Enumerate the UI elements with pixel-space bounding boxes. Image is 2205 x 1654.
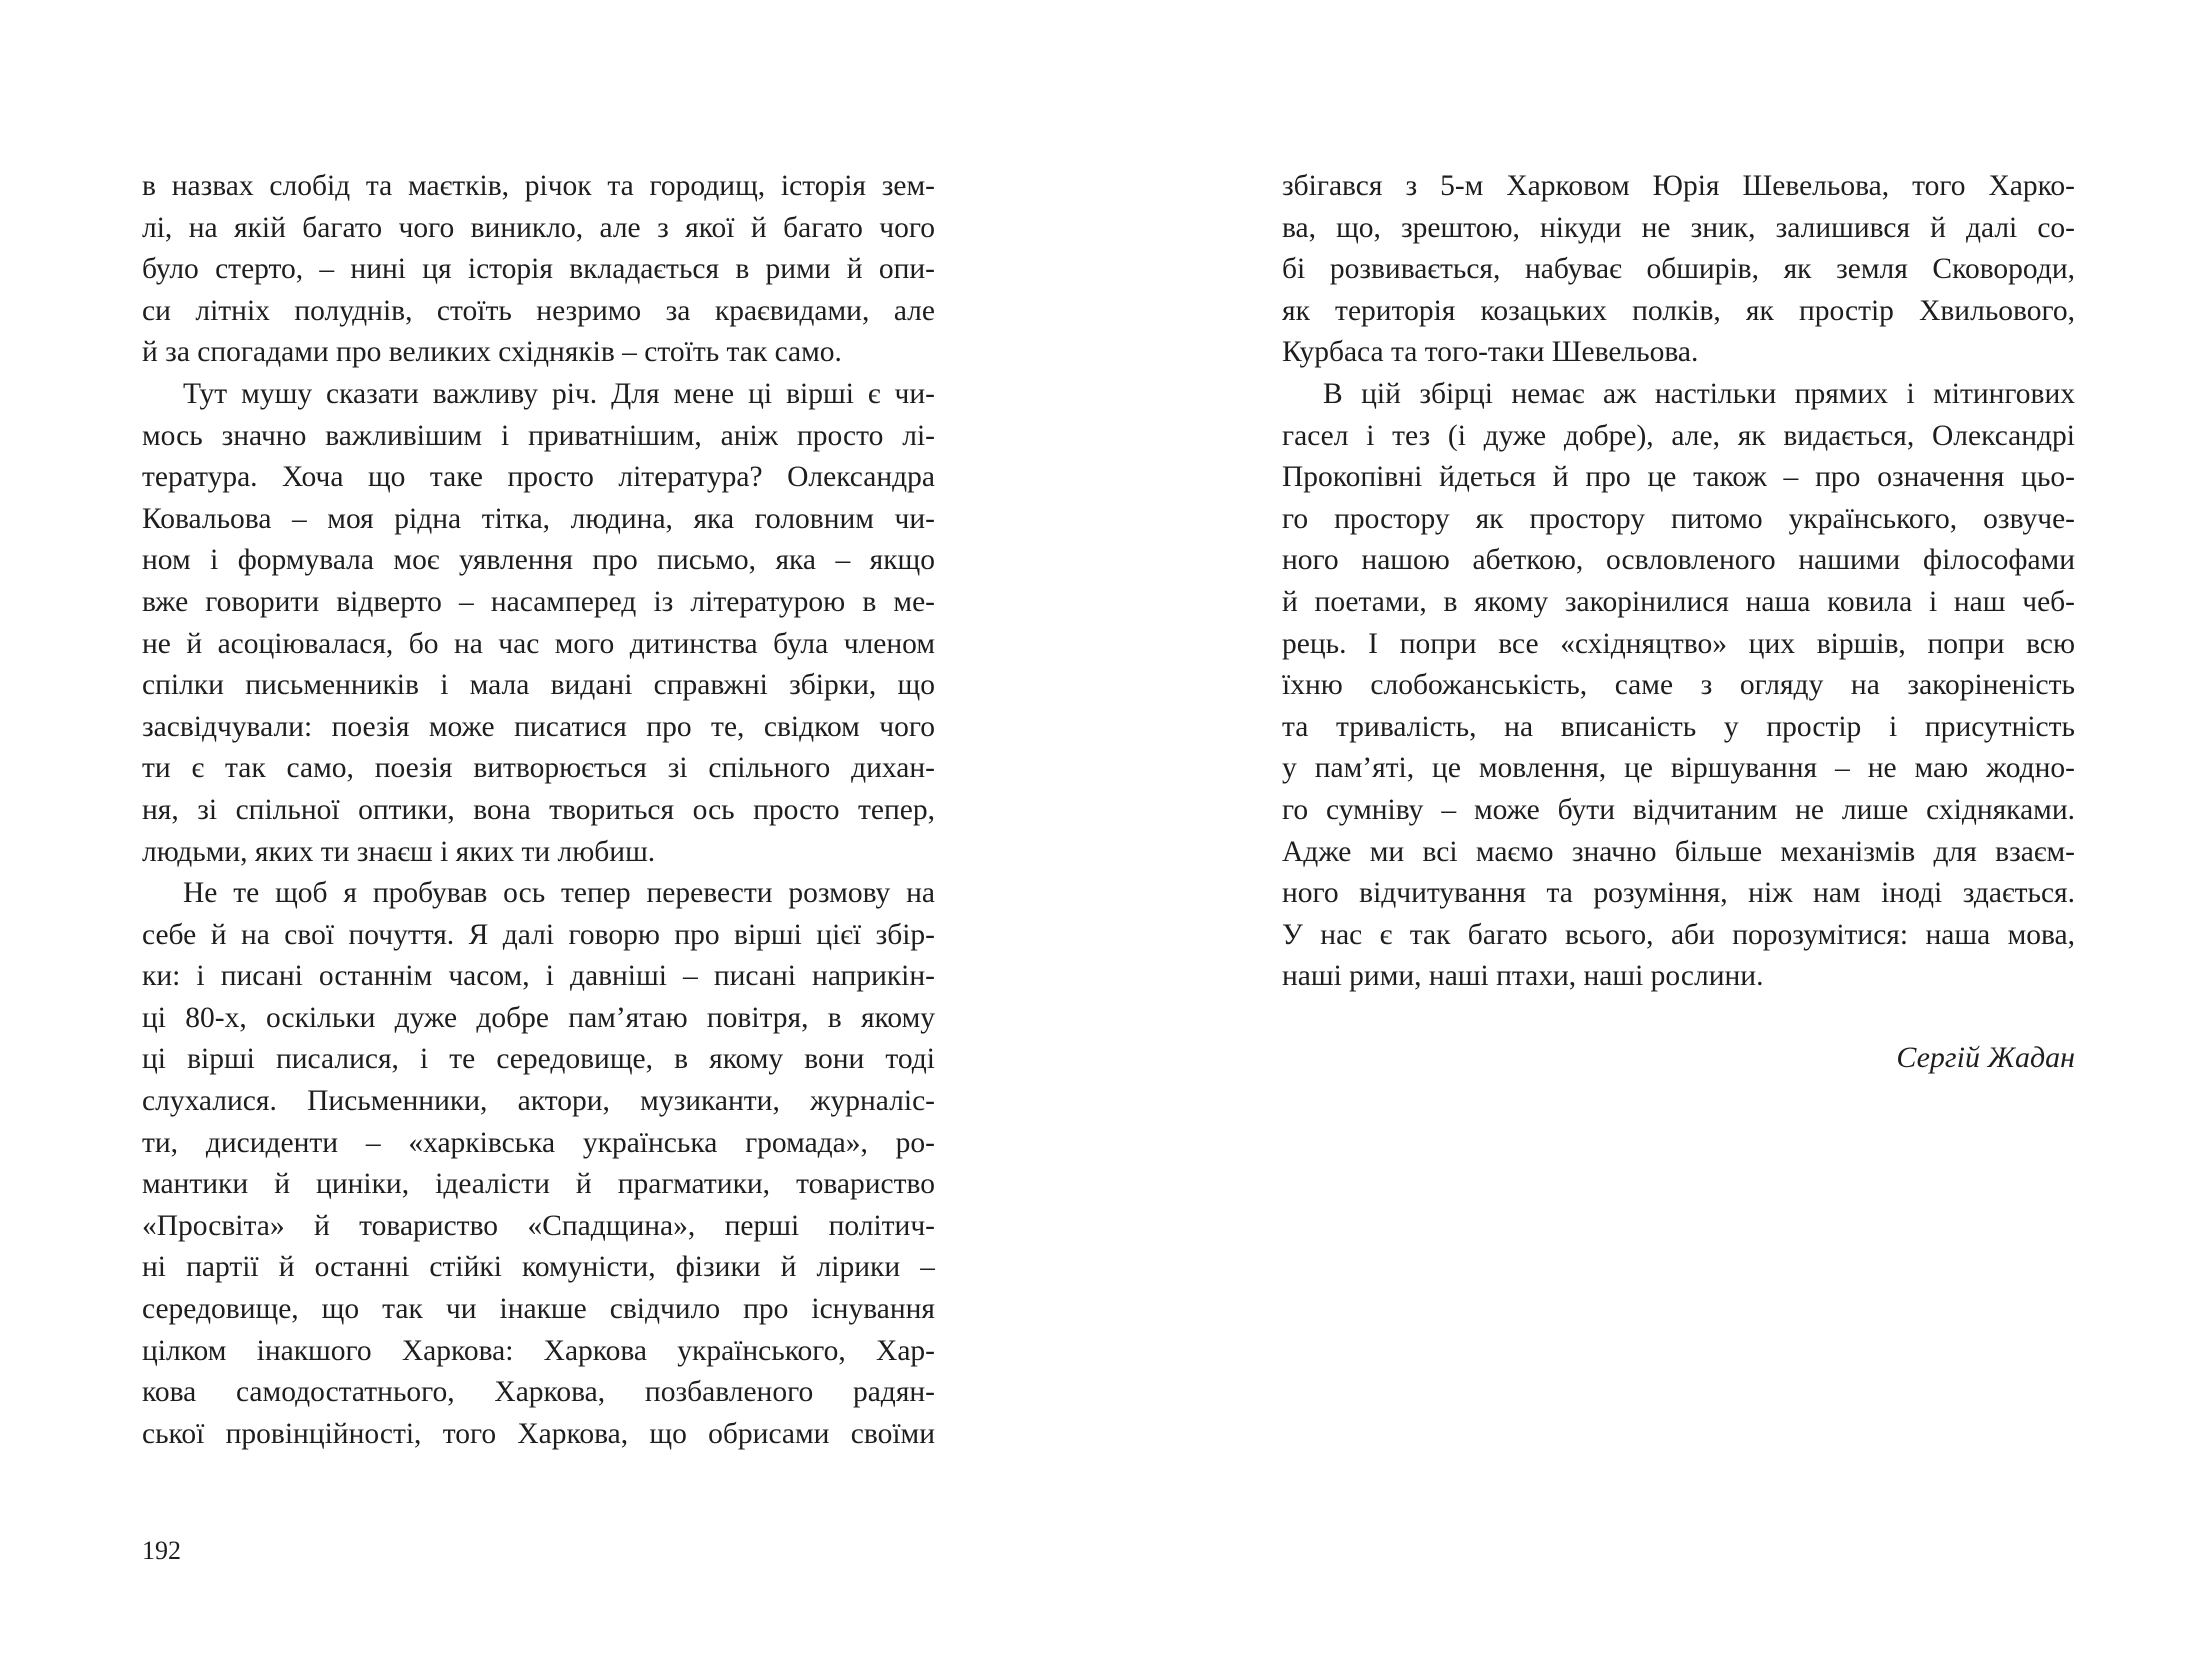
text-line: засвідчували: поезія може писатися про те, свідком чого xyxy=(142,710,935,743)
text-line: гасел і тез (і дуже добре), але, як видається, Олександрі xyxy=(1282,419,2075,452)
text-line: Адже ми всі маємо значно більше механізмів для взаєм- xyxy=(1282,835,2075,868)
right-page xyxy=(1102,0,2205,1654)
text-line: в назвах слобід та маєтків, річок та городищ, історія зем- xyxy=(142,170,935,202)
text-line: було стерто, – нині ця історія вкладається в рими й опи- xyxy=(142,253,935,286)
text-line: ської провінційності, того Харкова, що обрисами своїми xyxy=(142,1417,935,1450)
right-text-column xyxy=(1282,166,2075,998)
text-line: ти, дисиденти – «харківська українська громада», ро- xyxy=(142,1126,935,1159)
text-line: наші рими, наші птахи, наші рослини. xyxy=(1282,960,1764,993)
paragraph-start-line: В цій збірці немає аж настільки прямих і мітингових xyxy=(1323,377,2075,410)
text-line: го простору як простору питомо українського, озвуче- xyxy=(1282,502,2075,535)
text-line: ва, що, зрештою, нікуди не зник, залишився й далі со- xyxy=(1282,211,2075,244)
paragraph-start-line: Тут мушу сказати важливу річ. Для мене ці вірші є чи- xyxy=(183,377,935,410)
text-line: си літніх полуднів, стоїть незримо за краєвидами, але xyxy=(142,294,935,327)
text-line: збігався з 5-м Харковом Юрія Шевельова, того Харко- xyxy=(1282,170,2075,202)
text-line: тература. Хоча що таке просто література? Олександра xyxy=(142,461,935,494)
text-line: ти є так само, поезія витворюється зі спільного дихан- xyxy=(142,752,935,785)
text-line: середовище, що так чи інакше свідчило про існування xyxy=(142,1293,935,1326)
text-line: спілки письменників і мала видані справжні збірки, що xyxy=(142,669,935,702)
text-line: Курбаса та того-таки Шевельова. xyxy=(1282,336,1699,369)
left-text-column xyxy=(142,166,935,1455)
text-line: не й асоціювалася, бо на час мого дитинства була членом xyxy=(142,627,935,660)
text-line: мантики й циніки, ідеалісти й прагматики, товариство xyxy=(142,1168,935,1201)
page-number: 192 xyxy=(142,1536,181,1565)
text-line: Прокопівні йдеться й про це також – про означення цьо- xyxy=(1282,461,2075,494)
text-line: як територія козацьких полків, як простір Хвильового, xyxy=(1282,294,2075,327)
text-line: У нас є так багато всього, аби порозумітися: наша мова, xyxy=(1282,918,2075,951)
left-page xyxy=(0,0,1102,1654)
text-line: ки: і писані останнім часом, і давніші – писані наприкін- xyxy=(142,960,935,993)
text-line: ці 80-х, оскільки дуже добре пам’ятаю повітря, в якому xyxy=(142,1001,935,1034)
text-line: го сумніву – може бути відчитаним не лише східняками. xyxy=(1282,793,2075,826)
text-line: й поетами, в якому закорінилися наша ковила і наш чеб- xyxy=(1282,585,2075,618)
text-line: Ковальова – моя рідна тітка, людина, яка головним чи- xyxy=(142,502,935,535)
text-line: бі розвивається, набуває обширів, як земля Сковороди, xyxy=(1282,253,2075,286)
text-line: людьми, яких ти знаєш і яких ти любиш. xyxy=(142,835,656,868)
text-line: «Просвіта» й товариство «Спадщина», перші політич- xyxy=(142,1209,935,1242)
text-line: й за спогадами про великих східняків – стоїть так само. xyxy=(142,336,842,369)
text-line: рець. І попри все «східняцтво» цих віршів, попри всю xyxy=(1282,627,2075,660)
text-line: ня, зі спільної оптики, вона твориться ось просто тепер, xyxy=(142,793,935,826)
text-line: мось значно важливішим і приватнішим, аніж просто лі- xyxy=(142,419,935,452)
text-line: себе й на свої почуття. Я далі говорю про вірші цієї збір- xyxy=(142,918,935,951)
text-line: лі, на якій багато чого виникло, але з якої й багато чого xyxy=(142,211,935,244)
text-line: їхню слобожанськість, саме з огляду на закоріненість xyxy=(1282,669,2075,702)
text-line: ного відчитування та розуміння, ніж нам іноді здається. xyxy=(1282,877,2075,910)
text-line: ні партії й останні стійкі комуністи, фізики й лірики – xyxy=(142,1251,935,1284)
text-line: ном і формувала моє уявлення про письмо, яка – якщо xyxy=(142,544,935,577)
author-signature: Сергій Жадан xyxy=(1896,1041,2075,1074)
text-line: цілком інакшого Харкова: Харкова українського, Хар- xyxy=(142,1334,935,1367)
text-line: та тривалість, на вписаність у простір і присутність xyxy=(1282,710,2075,743)
paragraph-start-line: Не те щоб я пробував ось тепер перевести розмову на xyxy=(183,877,935,910)
text-line: вже говорити відверто – насамперед із літературою в ме- xyxy=(142,585,935,618)
text-line: у пам’яті, це мовлення, це віршування – не маю жодно- xyxy=(1282,752,2075,785)
text-line: ці вірші писалися, і те середовище, в якому вони тоді xyxy=(142,1043,935,1076)
text-line: кова самодостатнього, Харкова, позбавленого радян- xyxy=(142,1376,935,1409)
text-line: ного нашою абеткою, освловленого нашими філософами xyxy=(1282,544,2075,577)
text-line: слухалися. Письменники, актори, музиканти, журналіс- xyxy=(142,1085,935,1118)
